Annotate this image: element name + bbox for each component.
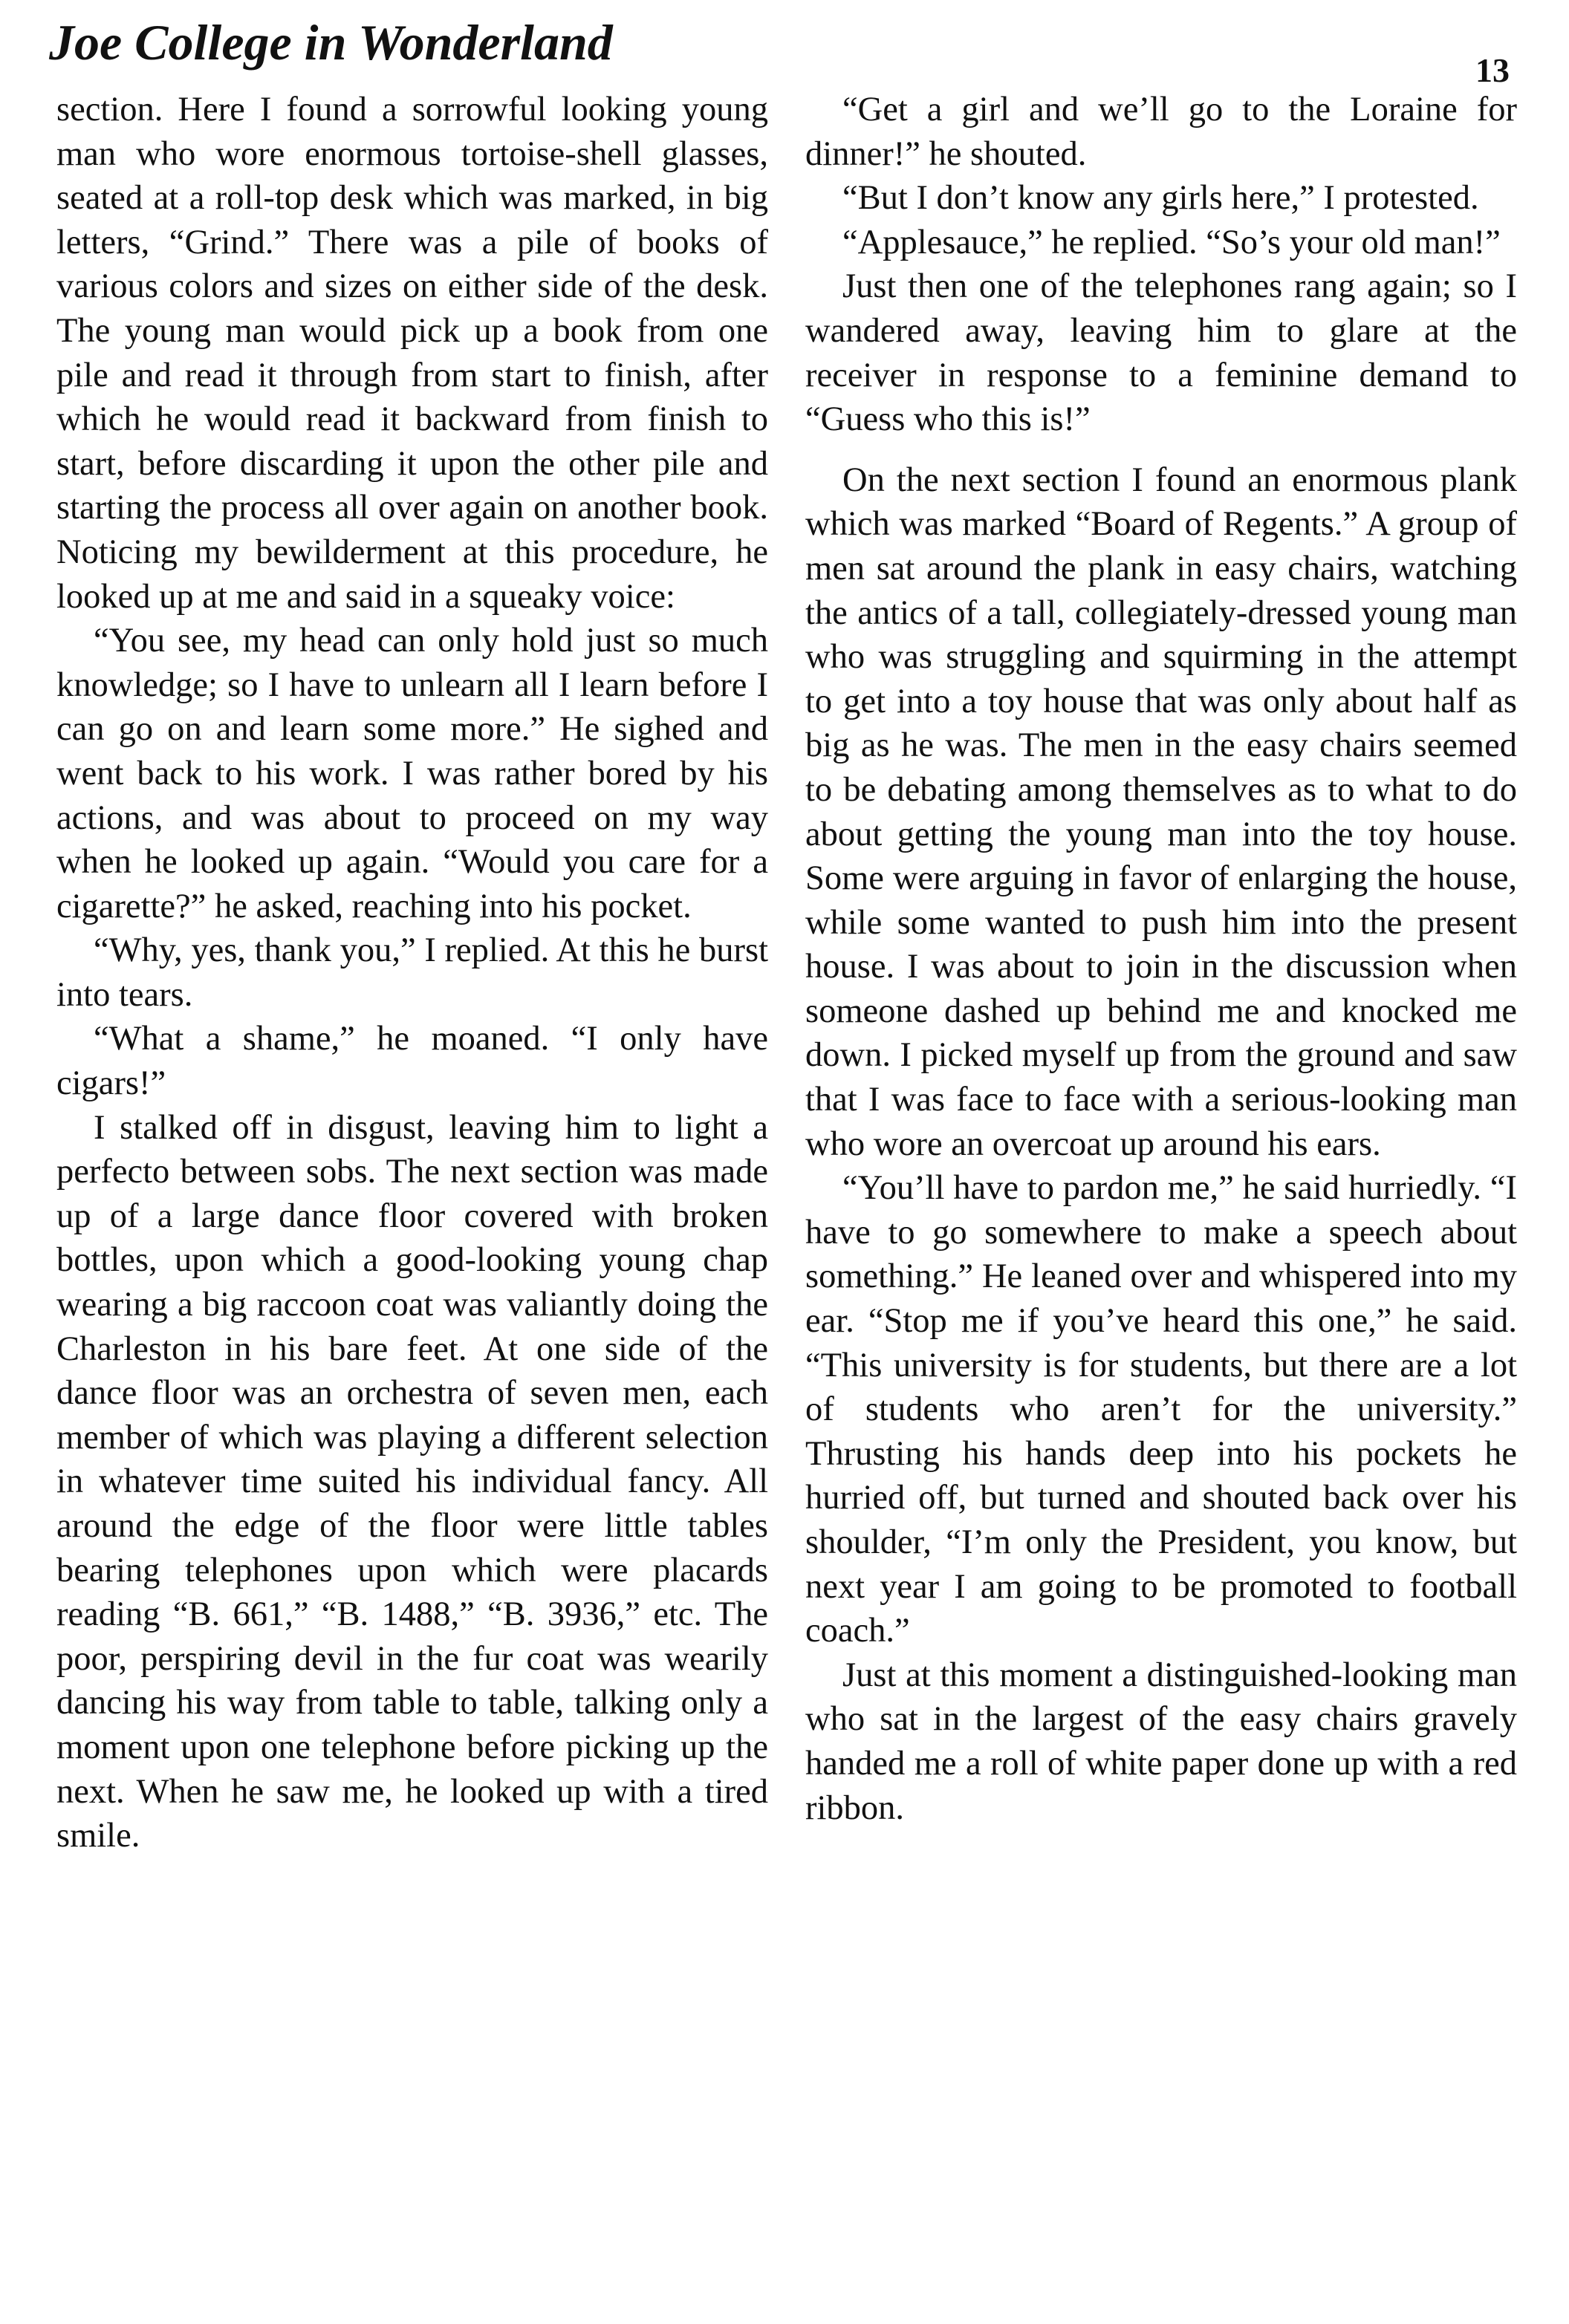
paragraph: “You see, my head can only hold just so much knowledge; so I have to unlearn all I learn before I can go on and learn some more.” He sighed and went back to his work. I was rather bored by his actions, and was about to proceed on my way when he looked up again. “Would you care for a cigarette?” he asked, reaching into his pocket. [56, 622, 768, 925]
page-number: 13 [1475, 51, 1510, 89]
paragraph: On the next section I found an enormous plank which was marked “Board of Regents.” A group of men sat around the plank in easy chairs, watching the antics of a tall, collegiately-dressed young man who was struggling and squirming in the attempt to get into a toy house that was only about half as big as he was. The men in the easy chairs seemed to be debating among themselves as to what to do about getting the young man into the toy house. Some were arguing in favor of enlarging the house, while some wanted to push him into the present house. I was about to join in the discussion when someone dashed up behind me and knocked me down. I picked myself up from the ground and saw that I was face to face with a serious-looking man who wore an overcoat up around his ears. [805, 460, 1517, 1163]
right-column [805, 88, 1517, 1830]
paragraph: “Why, yes, thank you,” I replied. At this he burst into tears. [56, 931, 768, 1014]
running-title: Joe College in Wonderland [49, 14, 613, 71]
paragraph: “What a shame,” he moaned. “I only have cigars!” [56, 1020, 768, 1103]
paragraph: “Applesauce,” he replied. “So’s your old man!” [842, 223, 1501, 261]
paragraph: Just then one of the telephones rang again; so I wandered away, leaving him to glare at the receiver in response to a feminine demand to “Guess who this is!” [805, 267, 1517, 439]
paragraph: section. Here I found a sorrowful looking young man who wore enormous tortoise-shell glasses, seated at a roll-top desk which was marked, in big letters, “Grind.” There was a pile of books of various colors and sizes on either side of the desk. The young man would pick up a book from one pile and read it through from start to finish, after which he would read it backward from finish to start, before discarding it upon the other pile and starting the process all over again on another book. Noticing my bewilderment at this procedure, he looked up at me and said in a squeaky voice: [56, 91, 768, 616]
paragraph: I stalked off in disgust, leaving him to light a perfecto between sobs. The next section was made up of a large dance floor covered with broken bottles, upon which a good-looking young chap wearing a big raccoon coat was valiantly doing the Charleston in his bare feet. At one side of the dance floor was an orchestra of seven men, each member of which was playing a different selection in whatever time suited his individual fancy. All around the edge of the floor were little tables bearing telephones upon which were placards reading “B. 661,” “B. 1488,” “B. 3936,” etc. The poor, perspiring devil in the fur coat was wearily dancing his way from table to table, talking only a moment upon one telephone before picking up the next. When he saw me, he looked up with a tired smile. [56, 1108, 768, 1855]
paragraph: Just at this moment a distinguished-looking man who sat in the largest of the easy chairs gravely handed me a roll of white paper done up with a red ribbon. [805, 1656, 1517, 1827]
paragraph: “But I don’t know any girls here,” I protested. [842, 179, 1479, 218]
paragraph: “You’ll have to pardon me,” he said hurriedly. “I have to go somewhere to make a speech about something.” He leaned over and whispered into my ear. “Stop me if you’ve heard this one,” he said. “This university is for students, but there are a lot of students who aren’t for the university.” Thrusting his hands deep into his pockets he hurried off, but turned and shouted back over his shoulder, “I’m only the President, you know, but next year I am going to be promoted to football coach.” [805, 1169, 1517, 1650]
paragraph: “Get a girl and we’ll go to the Loraine for dinner!” he shouted. [805, 91, 1517, 173]
left-column [56, 88, 768, 1858]
